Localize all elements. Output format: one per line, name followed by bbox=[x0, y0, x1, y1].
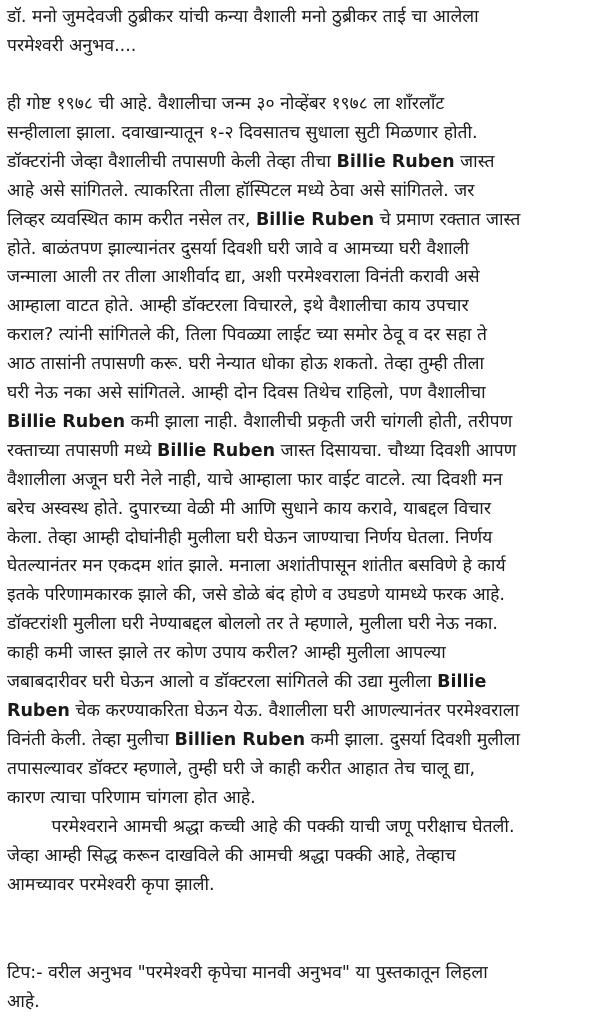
text-segment: बरेच अस्वस्थ होते. दुपारच्या वेळी मी आणि सुधाने काय करावे, याबद्दल विचार bbox=[7, 498, 491, 519]
body-line bbox=[7, 235, 469, 264]
body-line bbox=[7, 466, 503, 495]
body-line bbox=[7, 495, 491, 524]
body-line bbox=[7, 668, 486, 697]
title-line: डॉ. मनो जुमदेवजी ठुब्रीकर यांची कन्या वैशाली मनो ठुब्रीकर ताई चा आलेला bbox=[7, 7, 479, 27]
body-line bbox=[7, 263, 480, 292]
text-segment: जबाबदारीवर घरी घेऊन आलो व डॉक्टरला सांगितले की उद्या मुलीला bbox=[7, 672, 438, 692]
bold-term: Billien Ruben bbox=[174, 729, 306, 750]
bold-term: Billie Ruben bbox=[336, 151, 455, 172]
text-segment: कराल? त्यांनी सांगितले की, तिला पिवळ्या लाईट च्या समोर ठेवू व दर सहा ते bbox=[7, 325, 487, 346]
body-line bbox=[7, 148, 494, 177]
note-line: आहे. bbox=[7, 991, 40, 1012]
body-line bbox=[7, 321, 487, 350]
body-line bbox=[7, 581, 505, 610]
title-line: परमेश्वरी अनुभव.... bbox=[7, 36, 137, 56]
body-line bbox=[7, 206, 520, 235]
bold-term: Billie Ruben bbox=[7, 411, 126, 432]
second-paragraph-line: जेव्हा आम्ही सिद्ध करून दाखविले की आमची श्रद्धा पक्की आहे, तेव्हाच bbox=[7, 845, 456, 866]
body-line bbox=[7, 350, 484, 379]
body-line bbox=[7, 552, 506, 581]
text-segment: ही गोष्ट १९७८ ची आहे. वैशालीचा जन्म ३० नोव्हेंबर १९७८ ला शाँरलाँट bbox=[7, 94, 445, 114]
text-segment: घेतल्यानंतर मन एकदम शांत झाले. मनाला अशांतीपासून शांतीत बसविणे हे कार्य bbox=[7, 556, 506, 577]
text-segment: होते. बाळंतपण झाल्यानंतर दुसर्या दिवशी घरी जावे व आमच्या घरी वैशाली bbox=[7, 238, 470, 259]
text-segment: घरी नेऊ नका असे सांगितले. आम्ही दोन दिवस तिथेच राहिलो, पण वैशालीचा bbox=[7, 383, 486, 403]
body-line bbox=[7, 784, 256, 813]
text-segment: तपासल्यावर डॉक्टर म्हणाले, तुम्ही घरी जे काही करीत आहात तेच चालू द्या, bbox=[7, 758, 476, 779]
text-segment: इतके परिणामकारक झाले की, जसे डोळे बंद होणे व उघडणे यामध्ये फरक आहे. bbox=[7, 585, 505, 606]
second-paragraph-line: आमच्यावर परमेश्वरी कृपा झाली. bbox=[7, 874, 215, 895]
text-segment: रक्ताच्या तपासणी मध्ये bbox=[7, 440, 158, 461]
text-segment: आम्हाला वाटत होते. आम्ही डॉक्टरला विचारले, इथे वैशालीचा काय उपचार bbox=[7, 296, 469, 317]
body-line bbox=[7, 524, 492, 553]
text-segment: डॉक्टरांशी मुलीला घरी नेण्याबद्दल बोललो तर ते म्हणाले, मुलीला घरी नेऊ नका. bbox=[7, 614, 498, 635]
text-segment: चे प्रमाण रक्तात जास्त bbox=[374, 209, 521, 230]
text-segment: जन्माला आली तर तीला आशीर्वाद द्या, अशी परमेश्वराला विनंती करावी असे bbox=[7, 267, 480, 288]
body-line bbox=[7, 697, 519, 726]
body-line bbox=[7, 755, 475, 784]
body-line bbox=[7, 408, 512, 437]
text-segment: कारण त्याचा परिणाम चांगला होत आहे. bbox=[7, 787, 256, 808]
text-segment: जास्त bbox=[454, 151, 495, 172]
text-segment: काही कमी जास्त झाले तर कोण उपाय करील? आम्ही मुलीला आपल्या bbox=[7, 643, 446, 664]
text-segment: आहे असे सांगितले. त्याकरिता तीला हॉस्पिटल मध्ये ठेवा असे सांगितले. जर bbox=[7, 180, 475, 201]
text-segment: चेक करण्याकरिता घेऊन येऊ. वैशालीला घरी आणल्यानंतर परमेश्वराला bbox=[69, 700, 520, 721]
text-segment: केला. तेव्हा आम्ही दोघांनीही मुलीला घरी घेऊन जाण्याचा निर्णय घेतला. निर्णय bbox=[7, 527, 493, 548]
text-segment: वैशालीला अजून घरी नेले नाही, याचे आम्हाला फार वाईट वाटले. त्या दिवशी मन bbox=[7, 469, 503, 490]
body-line bbox=[7, 177, 474, 206]
text-segment: सन्हीलाला झाला. दवाखान्यातून १-२ दिवसातच सुधाला सुटी मिळणार होती. bbox=[7, 122, 478, 143]
body-line bbox=[7, 292, 469, 321]
second-paragraph-line: परमेश्वराने आमची श्रद्धा कच्ची आहे की पक्की याची जणू परीक्षाच घेतली. bbox=[7, 817, 515, 837]
bold-term: Billie Ruben bbox=[157, 440, 276, 461]
text-segment: जास्त दिसायचा. चौथ्या दिवशी आपण bbox=[275, 440, 517, 461]
text-segment: कमी झाला नाही. वैशालीची प्रकृती जरी चांगली होती, तरीपण bbox=[125, 411, 513, 432]
body-line bbox=[7, 119, 478, 148]
text-segment: विनंती केली. तेव्हा मुलीचा bbox=[7, 729, 175, 750]
text-segment: आठ तासांनी तपासणी करू. घरी नेन्यात धोका होऊ शकतो. तेव्हा तुम्ही तीला bbox=[7, 354, 485, 375]
text-segment: कमी झाला. दुसर्या दिवशी मुलीला bbox=[305, 729, 521, 750]
body-line bbox=[7, 90, 444, 119]
body-line bbox=[7, 610, 498, 639]
bold-term: Billie bbox=[437, 672, 487, 692]
note-line: टिप:- वरील अनुभव "परमेश्वरी कृपेचा मानवी अनुभव" या पुस्तकातून लिहला bbox=[7, 963, 488, 983]
body-line bbox=[7, 726, 520, 755]
text-segment: लिव्हर व्यवस्थित काम करीत नसेल तर, bbox=[7, 209, 256, 230]
bold-term: Billie Ruben bbox=[255, 209, 375, 230]
body-line bbox=[7, 437, 516, 466]
text-segment: डॉक्टरांनी जेव्हा वैशालीची तपासणी केली तेव्हा तीचा bbox=[7, 151, 337, 172]
bold-term: Ruben bbox=[7, 700, 70, 721]
body-line bbox=[7, 639, 446, 668]
body-line bbox=[7, 379, 486, 408]
